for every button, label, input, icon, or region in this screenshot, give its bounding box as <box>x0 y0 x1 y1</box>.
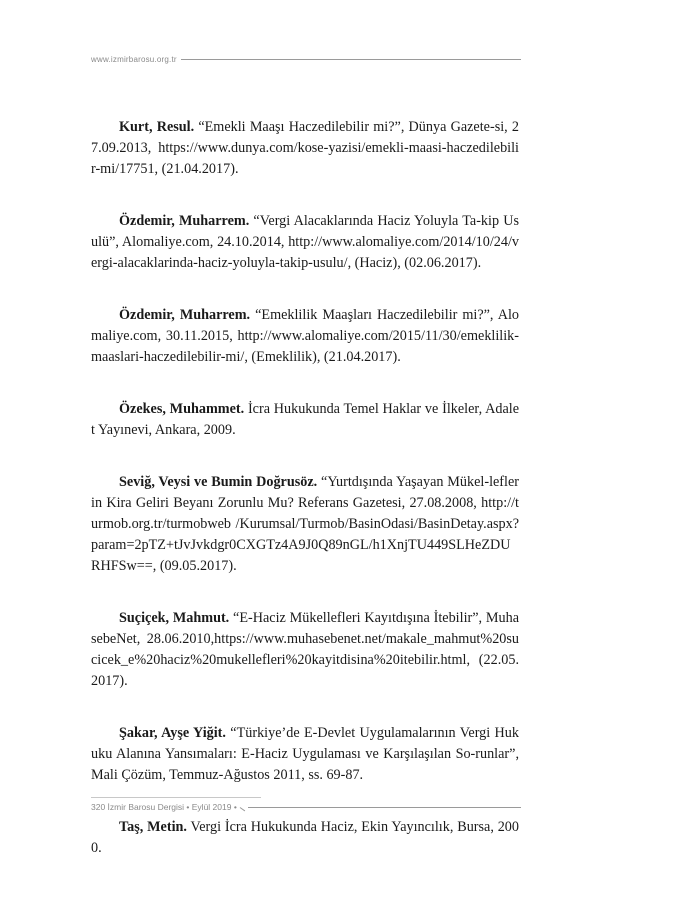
page-header <box>91 53 521 65</box>
header-url: www.izmirbarosu.org.tr <box>91 54 177 64</box>
footer-top-rule <box>91 797 261 798</box>
reference-author: Kurt, Resul. <box>119 119 195 135</box>
reference-text: İcra Hukukunda Temel Haklar ve İlkeler, Adalet Yayınevi, Ankara, 2009. <box>91 401 519 438</box>
footer-text: 320 İzmir Barosu Dergisi • Eylül 2019 • <box>91 802 237 812</box>
reference-text: “E-Haciz Mükellefleri Kayıtdışına İtebilir”, MuhasebeNet, 28.06.2010,https://www.muhasebenet.net/makale_mahmut%20sucicek_e%20haciz%20mukellefleri%20kayitdisina%20itebilir.html, (22.05.2017). <box>91 610 519 689</box>
reference-entry <box>91 305 519 368</box>
reference-author: Taş, Metin. <box>119 819 187 835</box>
reference-text: “Yurtdışında Yaşayan Mükel-leflerin Kira Geliri Beyanı Zorunlu Mu? Referans Gazetesi, 27.08.2008, http://turmob.org.tr/turmobweb /Kurumsal/Turmob/BasinOdasi/BasinDetay.aspx?param=2pTZ+tJvJvkdgr0CXGTz4A9J0Q89nGL/h1XnjTU449SLHeZDURHFSw==, (09.05.2017). <box>91 474 519 574</box>
reference-author: Özekes, Muhammet. <box>119 401 245 417</box>
reference-author: Özdemir, Muharrem. <box>119 307 251 323</box>
reference-entry <box>91 399 519 441</box>
reference-entry <box>91 211 519 274</box>
footer-rule <box>248 807 521 808</box>
header-rule <box>181 59 521 60</box>
reference-entry <box>91 608 519 692</box>
reference-text: Vergi İcra Hukukunda Haciz, Ekin Yayıncılık, Bursa, 2000. <box>91 819 519 856</box>
reference-author: Seviğ, Veysi ve Bumin Doğrusöz. <box>119 474 318 490</box>
reference-text: “Vergi Alacaklarında Haciz Yoluyla Ta-kip Usulü”, Alomaliye.com, 24.10.2014, http://www.alomaliye.com/2014/10/24/vergi-alacaklarinda-haciz-yoluyla-takip-usulu/, (Haciz), (02.06.2017). <box>91 213 519 271</box>
reference-text: “Türkiye’de E-Devlet Uygulamalarının Vergi Hukuku Alanına Yansımaları: E-Haciz Uygulaması ve Karşılaşılan So-runlar”, Mali Çözüm, Temmuz-Ağustos 2011, ss. 69-87. <box>91 725 519 783</box>
reference-author: Suçiçek, Mahmut. <box>119 610 230 626</box>
reference-text: “Emekli Maaşı Haczedilebilir mi?”, Dünya Gazete-si, 27.09.2013, https://www.dunya.com/kose-yazisi/emekli-maasi-haczedilebilir-mi/17751, (21.04.2017). <box>91 119 519 177</box>
reference-entry <box>91 817 519 859</box>
reference-text: “Emeklilik Maaşları Haczedilebilir mi?”, Alomaliye.com, 30.11.2015, http://www.alomaliye.com/2015/11/30/emeklilik-maaslari-haczedilebilir-mi/, (Emeklilik), (21.04.2017). <box>91 307 519 365</box>
reference-author: Özdemir, Muharrem. <box>119 213 250 229</box>
reference-entry <box>91 472 519 577</box>
page-footer <box>91 800 521 814</box>
reference-entry <box>91 723 519 786</box>
reference-list <box>91 117 519 890</box>
reference-author: Şakar, Ayşe Yiğit. <box>119 725 226 741</box>
reference-entry <box>91 117 519 180</box>
footer-tick <box>240 807 245 811</box>
